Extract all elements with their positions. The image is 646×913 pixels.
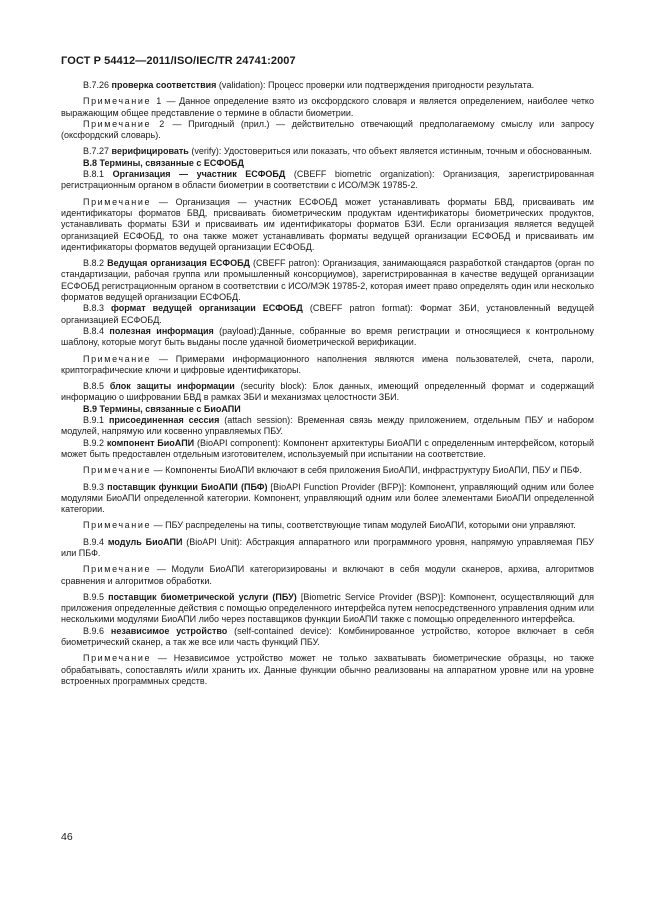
definition-b8-3: B.8.3 формат ведущей организации ЕСФОБД (CBEFF patron format): Формат ЗБИ, установленный ведущей организацией ЕСФОБД. <box>61 303 594 325</box>
term: поставщик функции БиоАПИ (ПБФ) <box>107 481 268 492</box>
note-2: Примечание 2 — Пригодный (прил.) — действительно отвечающий предполагаемому смыслу или запросу (оксфордский словарь). <box>61 118 594 141</box>
term: Ведущая организация ЕСФОБД <box>107 258 250 269</box>
section-heading-b8: B.8 Термины, связанные с ЕСФОБД <box>83 157 244 168</box>
note: Примечание — Примерами информационного наполнения являются имена пользователей, счета, пароли, криптографические ключи и цифровые идентификаторы. <box>61 353 594 375</box>
definition-b9-1: B.9.1 присоединенная сессия (attach session): Временная связь между приложением, отдельным ПБУ и набором модулей, напрямую или косвенно управляемых ПБУ. <box>61 415 594 437</box>
definition-b8-2: B.8.2 Ведущая организация ЕСФОБД (CBEFF patron): Организация, занимающаяся разработкой стандартов (орган по стандартизации, рабочая группа или промышленный консорциумов), зарегистрированная в качестве ведущей организации ЕСФОБД регистрационным органом в соответствии с ИСО/МЭК 19785-2, которая имеет право определять один или несколько форматов ведущей организации ЕСФОБД. <box>61 258 594 303</box>
definition-b8-4: B.8.4 полезная информация (payload):Данные, собранные во время регистрации и относящиеся к контрольному шаблону, которые могут быть выданы после удачной биометрической верификации. <box>61 325 594 348</box>
term: формат ведущей организации ЕСФОБД <box>111 303 303 314</box>
note-1: Примечание 1 — Данное определение взято из оксфордского словаря и является определением, наиболее четко выражающим общее представление о термине в области биометрии. <box>61 96 594 118</box>
definition-b9-4: B.9.4 модуль БиоАПИ (BioAPI Unit): Абстракция аппаратного или программного уровня, напрямую управляемая ПБУ или ПБФ. <box>61 536 594 558</box>
term: Организация — участник ЕСФОБД <box>112 169 286 180</box>
definition-b8-5: B.8.5 блок защиты информации (security block): Блок данных, имеющий определенный формат и содержащий информацию о шифровании БВД в рамках ЗБИ и механизмах целостности ЗБИ. <box>61 381 594 403</box>
page-number: 46 <box>61 831 73 843</box>
definition-b9-5: B.9.5 поставщик биометрической услуги (ПБУ) [Biometric Service Provider (BSP)]: Компонент, осуществляющий для приложения определенные действия с помощью определенного интерфейса путем непосредственного управления одним или несколькими модулями БиоАПИ либо через поставщиков функции БиоАПИ также с помощью определенного интерфейса. <box>61 591 594 625</box>
note: Примечание — Компоненты БиоАПИ включают в себя приложения БиоАПИ, инфраструктуру БиоАПИ, ПБУ и ПБФ. <box>83 465 582 476</box>
definition-b9-2: B.9.2 компонент БиоАПИ (BioAPI component): Компонент архитектуры БиоАПИ с определенным интерфейсом, который может быть предоставлен отдельным изготовителем, используемый при испытании на соответствие. <box>61 437 594 459</box>
term: присоединенная сессия <box>108 415 220 426</box>
term: компонент БиоАПИ <box>106 437 195 448</box>
definition-b7-26: B.7.26 проверка соответствия (validation): Процесс проверки или подтверждения пригодности результата. <box>83 80 535 90</box>
definition-b7-27: B.7.27 верифицировать (verify): Удостовериться или показать, что объект является истинным, точным и обоснованным. <box>83 146 592 157</box>
note: Примечание — ПБУ распределены на типы, соответствующие типам модулей БиоАПИ, которыми они управляют. <box>83 520 576 531</box>
term: блок защиты информации <box>109 381 235 392</box>
definition-b8-1: B.8.1 Организация — участник ЕСФОБД (CBEFF biometric organization): Организация, зарегистрированная регистрационным органом в области биометрии в соответствии с ИСО/МЭК 19785-2. <box>61 169 594 191</box>
note: Примечание — Организация — участник ЕСФОБД может устанавливать форматы БВД, присваивать им идентификаторы форматов БВД, присваивать биометрическим продуктам идентификаторы биометрических продуктов, устанавливать форматы БЗИ и присваивать им идентификаторы форматов БЗИ. Если организация является ведущей организацией ЕСФОБД, то она также может устанавливать форматы ведущей организации ЕСФОБД и присваивать им идентификаторы форматов ведущей организации ЕСФОБД. <box>61 196 594 252</box>
term: поставщик биометрической услуги (ПБУ) <box>108 591 297 602</box>
term: независимое устройство <box>110 625 228 636</box>
note: Примечание — Независимое устройство может не только захватывать биометрические образцы, но также обрабатывать, сопоставлять и/или хранить их. Данные функции обычно реализованы на аппаратном уровне или на уровне встроенных программных средств. <box>61 653 594 686</box>
term: модуль БиоАПИ <box>107 536 183 547</box>
document-body <box>61 80 594 687</box>
term: проверка соответствия <box>111 80 217 90</box>
term: полезная информация <box>109 325 214 336</box>
definition-b9-6: B.9.6 независимое устройство (self-contained device): Комбинированное устройство, которое включает в себя биометрический сканер, а так же все или часть функций ПБУ. <box>61 625 594 648</box>
document-header: ГОСТ Р 54412—2011/ISO/IEC/TR 24741:2007 <box>61 55 296 67</box>
note: Примечание — Модули БиоАПИ категоризированы и включают в себя модули сканеров, архива, алгоритмов сравнения и алгоритмов обработки. <box>61 564 594 586</box>
term: верифицировать <box>111 146 189 157</box>
section-heading-b9: B.9 Термины, связанные с БиоАПИ <box>83 403 241 414</box>
definition-b9-3: B.9.3 поставщик функции БиоАПИ (ПБФ) [BioAPI Function Provider (BFP)]: Компонент, управляющий одним или более модулями БиоАПИ определенной категории. Компонент, управляющий одним или более элементами БиоАПИ определенной категории. <box>61 481 594 515</box>
